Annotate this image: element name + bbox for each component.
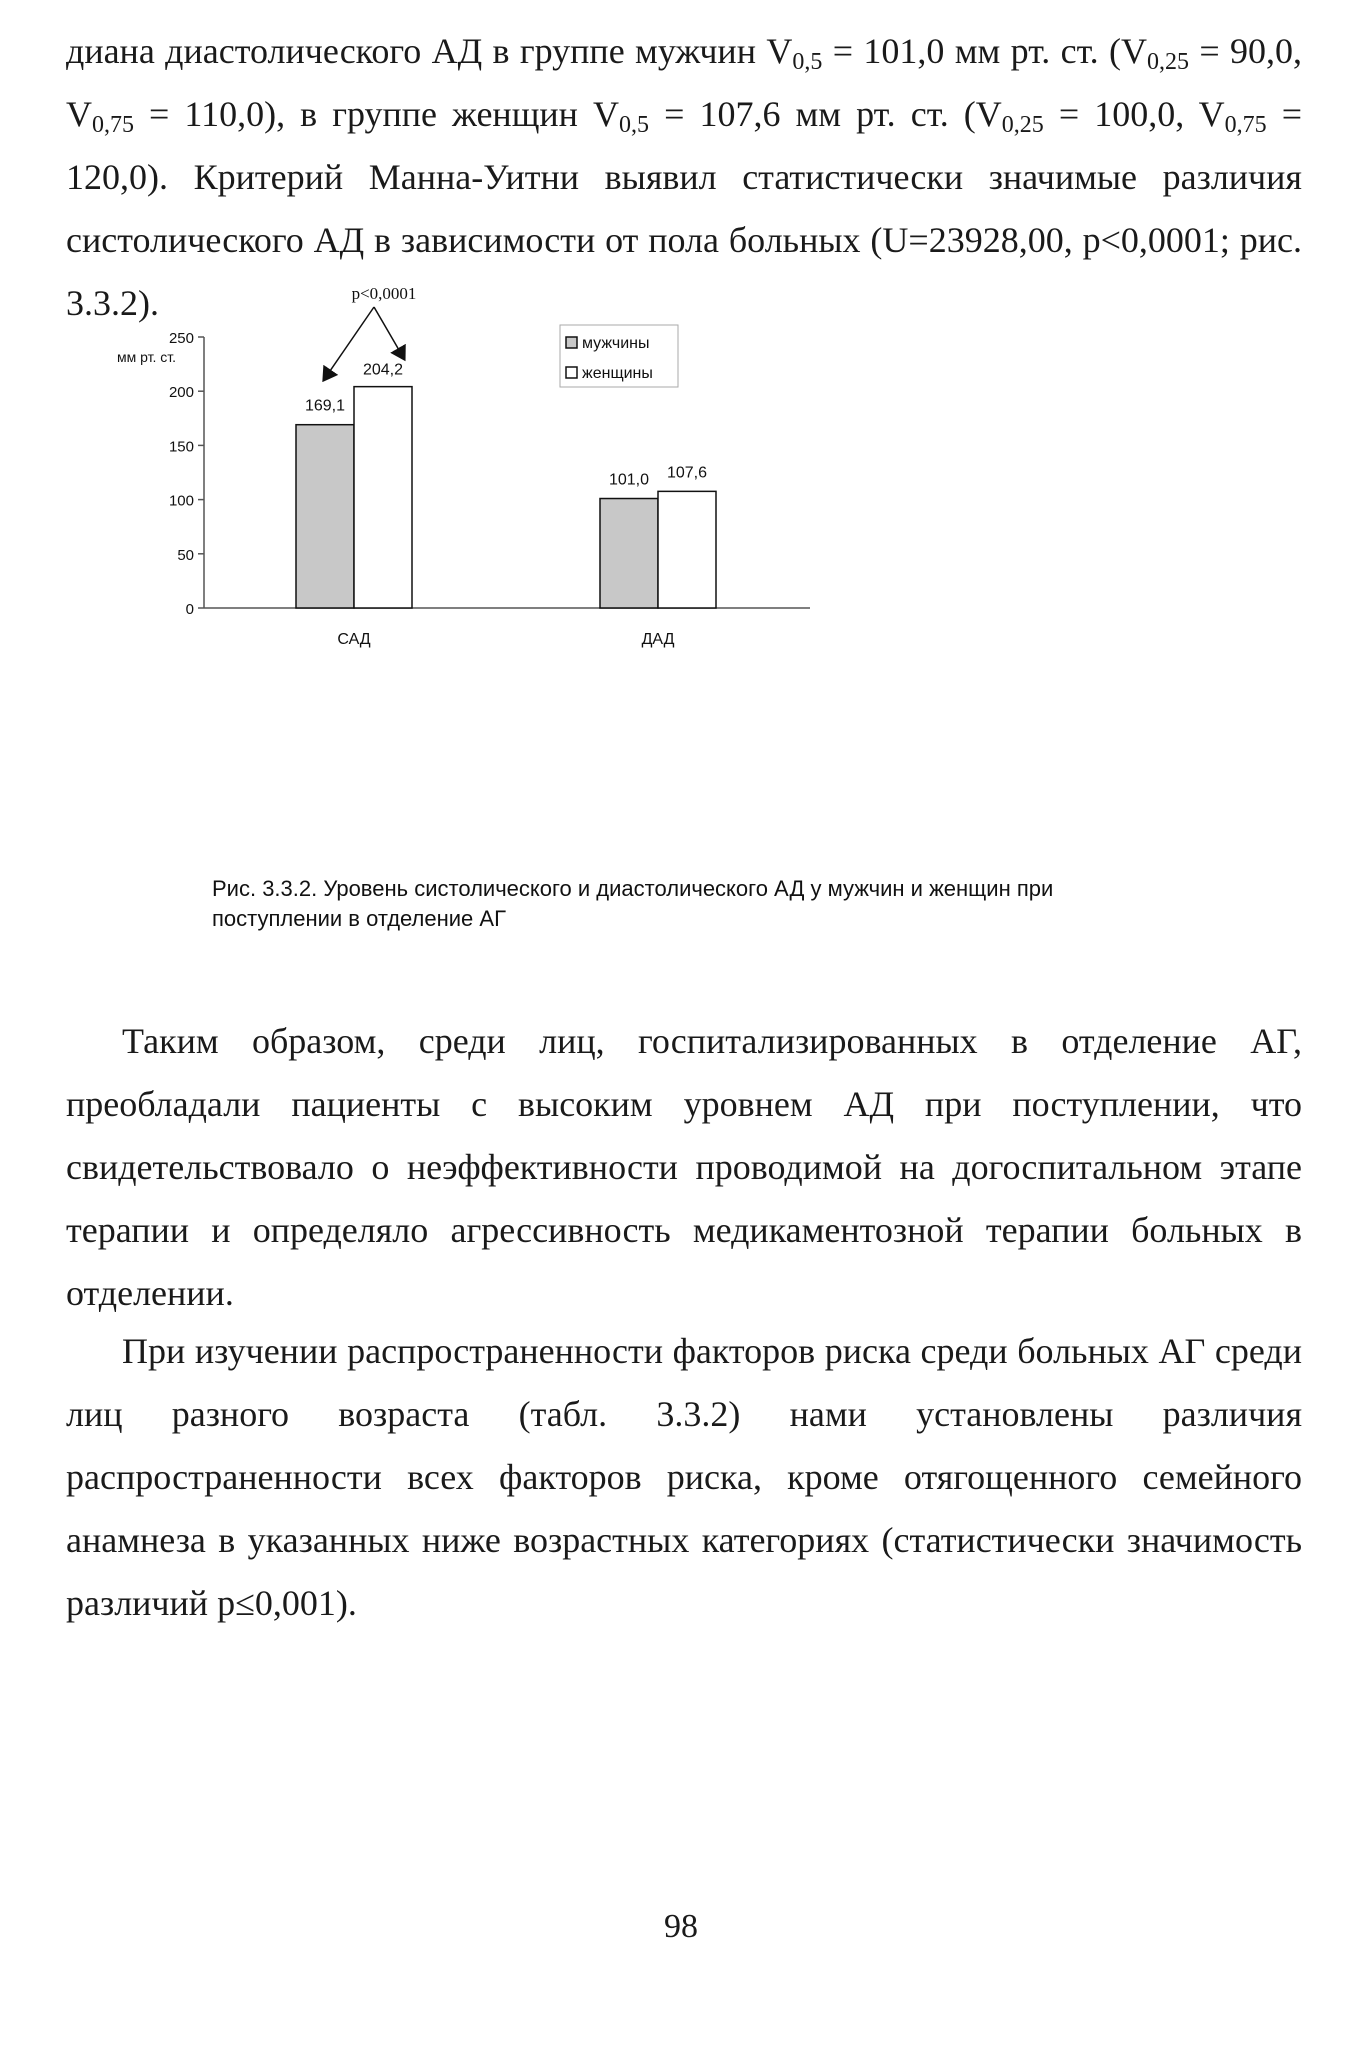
- y-tick-label: 100: [168, 492, 194, 510]
- bar-value-label: 169,1: [304, 397, 346, 415]
- legend-label-1: женщины: [582, 365, 653, 382]
- y-tick-label: 200: [168, 384, 194, 402]
- bar-value-label: 204,2: [362, 361, 404, 379]
- y-tick-label: 150: [168, 438, 194, 456]
- chart-bars: [296, 387, 716, 608]
- legend-label-0: мужчины: [582, 335, 650, 352]
- page-number: 98: [664, 1908, 698, 1945]
- legend-swatch-1: [566, 367, 577, 378]
- bar-value-label: 107,6: [666, 464, 708, 482]
- bar-men-1: [600, 499, 658, 608]
- figure-caption: Рис. 3.3.2. Уровень систолического и диастолического АД у мужчин и женщин при поступлении в отделение АГ: [212, 876, 1054, 931]
- x-tick-label: САД: [337, 631, 371, 648]
- bar-women-1: [658, 491, 716, 608]
- significance-label: p<0,0001: [351, 284, 417, 303]
- y-tick-label: 250: [168, 330, 194, 347]
- y-tick-label: 50: [177, 546, 194, 564]
- y-axis-label: мм рт. ст.: [116, 349, 176, 365]
- paragraph-risk-factors: При изучении распространенности факторов риска среди больных АГ среди лиц разного возраста (табл. 3.3.2) нами установлены различия распространенности всех факторов риска, кроме отягощенного семейного анамнеза в указанных ниже возрастных категориях (статистически значимость различий p≤0,001).: [66, 1331, 1302, 1623]
- legend-swatch-0: [566, 337, 577, 348]
- y-tick-label: 0: [185, 601, 194, 618]
- bar-value-label: 101,0: [608, 471, 650, 489]
- x-tick-label: ДАД: [641, 631, 675, 648]
- bar-men-0: [296, 425, 354, 608]
- paragraph-conclusion: Таким образом, среди лиц, госпитализированных в отделение АГ, преобладали пациенты с высоким уровнем АД при поступлении, что свидетельствовало о неэффективности проводимой на догоспитальном этапе терапии и определяло агрессивность медикаментозной терапии больных в отделении.: [66, 1021, 1302, 1313]
- chart-legend: [560, 325, 678, 387]
- bar-women-0: [354, 387, 412, 608]
- bar-chart: [110, 284, 1110, 880]
- paragraph-results: диана диастолического АД в группе мужчин $V_{0,5} = 101,0$ мм рт. ст. ($V_{0,25} = 90,0$, $V_{0,75} = 110,0$), в группе женщин $V_{0,5} = 107,6$ мм рт. ст. ($V_{0,25} = 100,0$, $V_{0,75} = 120,0$). Критерий Манна-Уитни выявил статистически значимые различия систолического АД в зависимости от пола больных (U=23928,00, p<0,0001; рис. 3.3.2).: [66, 31, 1303, 323]
